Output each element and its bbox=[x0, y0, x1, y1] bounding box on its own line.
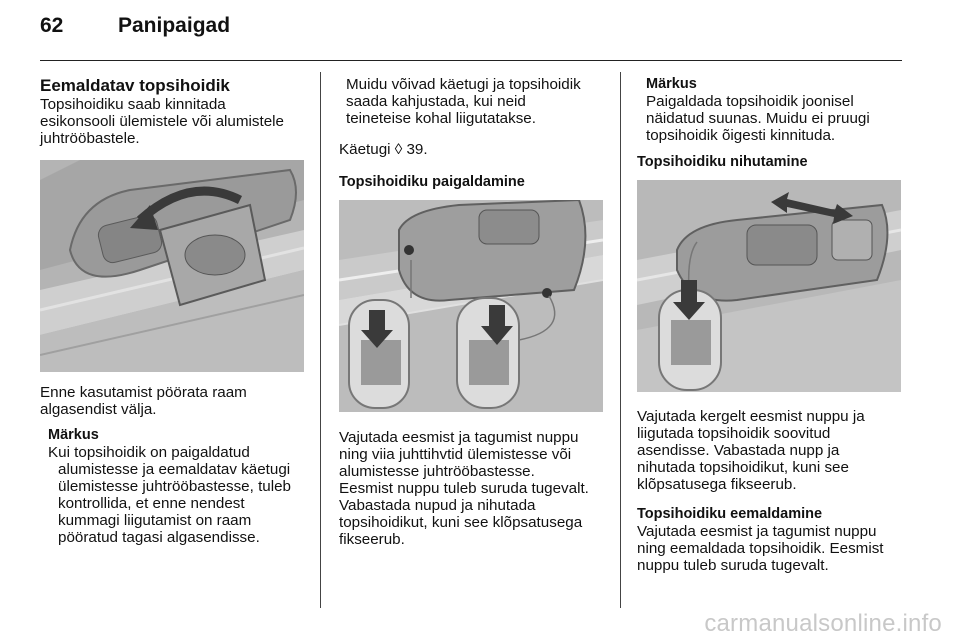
body-line: asendisse. Vabastada nupp ja bbox=[637, 442, 840, 459]
body-line: nihutada topsihoidikut, kuni see bbox=[637, 459, 849, 476]
intro-line: juhtrööbastele. bbox=[40, 130, 140, 147]
body-line: fikseerub. bbox=[339, 531, 405, 548]
body-line: algasendist välja. bbox=[40, 401, 157, 418]
body-line: Vajutada kergelt eesmist nuppu ja bbox=[637, 408, 865, 425]
body-line: Enne kasutamist pöörata raam bbox=[40, 384, 247, 401]
figure-cupholder-slide bbox=[637, 180, 901, 392]
column-divider-1 bbox=[320, 72, 321, 608]
body-line: ning viia juhttihvtid ülemistesse või bbox=[339, 446, 572, 463]
page-number: 62 bbox=[40, 14, 64, 37]
body-line: liigutada topsihoidik soovitud bbox=[637, 425, 831, 442]
body-line: Eesmist nuppu tuleb suruda tugevalt. bbox=[339, 480, 589, 497]
note-box bbox=[637, 76, 907, 144]
column-1 bbox=[40, 76, 306, 546]
note-box bbox=[40, 427, 306, 546]
note-line: pööratud tagasi algasendisse. bbox=[58, 529, 260, 546]
watermark: carmanualsonline.info bbox=[704, 610, 942, 637]
body-line: Vajutada eesmist ja tagumist nuppu bbox=[339, 429, 579, 446]
column-2 bbox=[339, 76, 609, 548]
body-line: teineteise kohal liigutatakse. bbox=[346, 110, 536, 127]
figure-cupholder-rotate bbox=[40, 160, 304, 372]
header-rule bbox=[40, 60, 902, 61]
body-line: ning eemaldada topsihoidik. Eesmist bbox=[637, 540, 884, 557]
body-line: Vajutada eesmist ja tagumist nuppu bbox=[637, 523, 877, 540]
note-title: Märkus bbox=[48, 427, 99, 443]
note-title: Märkus bbox=[646, 76, 697, 92]
note-line: ülemistesse juhtrööbastesse, tuleb bbox=[58, 478, 292, 495]
note-line: Kui topsihoidik on paigaldatud bbox=[48, 444, 250, 461]
section-heading: Eemaldatav topsihoidik bbox=[40, 76, 230, 95]
note-line: kummagi liigutamist on raam bbox=[58, 512, 252, 529]
note-line: topsihoidik õigesti kinnituda. bbox=[646, 127, 836, 144]
page-header bbox=[40, 14, 920, 54]
intro-line: Topsihoidiku saab kinnitada bbox=[40, 96, 226, 113]
body-line: topsihoidikut, kuni see klõpsatusega bbox=[339, 514, 583, 531]
note-line: kontrollida, et enne nendest bbox=[58, 495, 245, 512]
intro-line: esikonsooli ülemistele või alumistele bbox=[40, 113, 284, 130]
body-line: klõpsatusega fikseerub. bbox=[637, 476, 797, 493]
subheading-slide: Topsihoidiku nihutamine bbox=[637, 154, 808, 170]
chapter-title: Panipaigad bbox=[118, 14, 231, 37]
subheading-install: Topsihoidiku paigaldamine bbox=[339, 174, 525, 190]
note-line: alumistesse ja eemaldatav käetugi bbox=[58, 461, 291, 478]
column-3 bbox=[637, 76, 907, 574]
note-line: Paigaldada topsihoidik joonisel bbox=[646, 93, 854, 110]
body-line: saada kahjustada, kui neid bbox=[346, 93, 526, 110]
body-line: Vabastada nupud ja nihutada bbox=[339, 497, 536, 514]
subheading-remove: Topsihoidiku eemaldamine bbox=[637, 506, 823, 522]
cross-reference: Käetugi ◊ 39. bbox=[339, 141, 428, 158]
body-line: Muidu võivad käetugi ja topsihoidik bbox=[346, 76, 581, 93]
body-line: alumistesse juhtrööbastesse. bbox=[339, 463, 535, 480]
note-line: näidatud suunas. Muidu ei pruugi bbox=[646, 110, 870, 127]
body-line: nuppu tuleb suruda tugevalt. bbox=[637, 557, 829, 574]
figure-cupholder-install bbox=[339, 200, 603, 412]
column-divider-2 bbox=[620, 72, 621, 608]
